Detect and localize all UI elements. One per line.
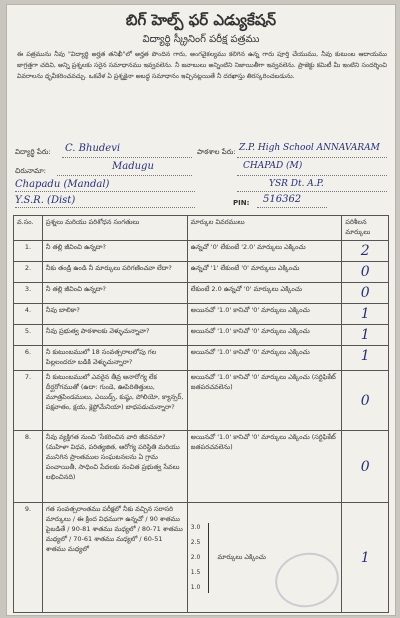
row-mark: 0	[342, 283, 389, 304]
pin-label: PIN:	[233, 199, 250, 207]
row-criteria: మార్కులు ఎక్కించు	[217, 552, 266, 561]
col-header-criteria: మార్కుల వివరములు	[187, 216, 342, 241]
row-number: 6.	[14, 346, 43, 371]
row-number: 7.	[14, 371, 43, 431]
row-number: 2.	[14, 262, 43, 283]
table-row	[14, 346, 389, 371]
address-label: చిరునామా:	[15, 167, 47, 175]
row-criteria: లేకుంటే 2.0 ఉన్నచో '0' మార్కులు ఎక్కించు	[187, 283, 342, 304]
row-question: నీ కుటుంబములో 18 సంవత్సరాలలోపు గల పిల్లలందరూ బడికి వెళ్ళుచున్నారా?	[42, 346, 187, 371]
pin-underline	[257, 207, 327, 208]
page-title: బిగ్ హెల్ప్ ఫర్ ఎడ్యుకేషన్	[125, 11, 277, 29]
row-mark: 1	[342, 325, 389, 346]
col-header-question: ప్రశ్నలు మరియు పరిశోధన సంగతులు	[42, 216, 187, 241]
mandal-underline	[237, 175, 387, 176]
row-criteria: ఉన్నచో '0' లేకుంటే '2.0' మార్కులు ఎక్కించు	[187, 241, 342, 262]
row-criteria: అయినచో '1.0' కానిచో '0' మార్కులు ఎక్కించు	[187, 346, 342, 371]
dist-value: Y.S.R. (Dist)	[15, 195, 76, 206]
dist-underline	[15, 207, 195, 208]
row-mark: 2	[342, 241, 389, 262]
school-label: పాఠశాల పేరు:	[197, 148, 236, 156]
row-question: నీ తల్లి జీవించి ఉన్నదా?	[42, 283, 187, 304]
school-underline	[237, 157, 387, 158]
row-number: 1.	[14, 241, 43, 262]
district-underline	[237, 191, 387, 192]
table-row	[14, 371, 389, 431]
row-number: 4.	[14, 304, 43, 325]
row-criteria: అయినచో '1.0' కానిచో '0' మార్కులు ఎక్కించు (సర్టిఫికేట్ జతపరచవలెను)	[187, 431, 342, 503]
row-criteria: అయినచో '1.0' కానిచో '0' మార్కులు ఎక్కించు (సర్టిఫికేట్ జతపరచవలెను)	[187, 371, 342, 431]
row-mark: 1	[342, 503, 389, 613]
row-question: నీకు తండ్రి ఉండి నీ మార్కులు పరిగణించవా లేదా?	[42, 262, 187, 283]
table-row	[14, 431, 389, 503]
village-underline	[57, 175, 192, 176]
row-number: 8.	[14, 431, 43, 503]
row-question: నీవు ప్రభుత్వ పాఠశాలకు వెళ్ళుచున్నావా?	[42, 325, 187, 346]
questions-table	[13, 215, 389, 613]
scale-value: 3.0	[190, 524, 201, 531]
table-row	[14, 304, 389, 325]
row-question: గత సంవత్సరాంతము పరీక్షలో నీకు వచ్చిన సరాసరి మార్కులు / ఈ క్రింద విధముగా ఉన్నచో / 90 శాతము పైబడితే / 90-81 శాతము మధ్యలో / 80-71 శాతము మధ్యలో / 70-61 శాతము మధ్యలో / 60-51 శాతము మధ్యలో	[42, 503, 187, 613]
district-value: YSR Dt. A.P.	[269, 179, 324, 189]
row-question: నీవు వ్యక్తిగత నుంచి 'సేకరించిన వారి జీవనమా? (మహిళా విధవ, పరిత్యజిత, ఆరోగ్య పరిస్థితి మరియు మునిగిన ప్రాంతముల సంఘటనలను ఏ గ్రామ పంచాయితీ, సాధించి పేదలకు నంచిత ప్రభుత్వ సేవలు లభించినది)	[42, 431, 187, 503]
col-header-number: వ.సం.	[14, 216, 43, 241]
row-criteria: ఉన్నచో '1' లేకుంటే '0' మార్కులు ఎక్కించు	[187, 262, 342, 283]
scale-value: 2.0	[190, 554, 201, 561]
name-label: విద్యార్థి పేరు:	[15, 148, 51, 156]
row-mark: 1	[342, 346, 389, 371]
table-header-row	[14, 216, 389, 241]
name-value: C. Bhudevi	[65, 143, 121, 154]
row-criteria: అయినచో '1.0' కానిచో '0' మార్కులు ఎక్కించు	[187, 325, 342, 346]
row-mark: 0	[342, 262, 389, 283]
score-scale	[191, 520, 201, 595]
mandal-label-value: CHAPAD (M)	[243, 161, 303, 171]
village-value: Madugu	[112, 161, 154, 172]
row-number: 3.	[14, 283, 43, 304]
scale-value: 1.0	[190, 584, 201, 591]
school-value: Z.P. High School ANNAVARAM	[239, 143, 380, 153]
table-row	[14, 283, 389, 304]
mandal-value-underline	[15, 191, 195, 192]
row-number: 9.	[14, 503, 43, 613]
page-subtitle: విద్యార్థి స్క్రీనింగ్ పరీక్ష పత్రము	[142, 34, 260, 45]
row-mark: 1	[342, 304, 389, 325]
row-question: నీ తల్లి జీవించి ఉన్నదా?	[42, 241, 187, 262]
scale-brace	[208, 523, 209, 593]
row-question: నీవు బాలికా?	[42, 304, 187, 325]
row-criteria: అయినచో '1.0' కానిచో '0' మార్కులు ఎక్కించు	[187, 304, 342, 325]
name-underline	[62, 157, 192, 158]
col-header-marks: పరిశీలన మార్కులు	[342, 216, 389, 241]
screening-form-page	[6, 4, 396, 616]
row-number: 5.	[14, 325, 43, 346]
row-question: నీ కుటుంబములో ఎవరైన తీవ్ర అనారోగ్య లేక దీర్ఘరోగముతో (ఉదా: గుండె, ఊపిరితిత్తులు, మూత్రపిండములు, ఎయిడ్స్, కుష్ఠు, పోలియో, క్యాన్సర్, పక్షవాతం, క్షయ, క్లెప్టోమేనియా) బాధపడుచున్నారా?	[42, 371, 187, 431]
intro-paragraph: ఈ పత్రమును నీవు "విద్యార్థి అర్హత తనిఖీ"లో అర్హత పొందిన గారు, అంగవైకల్యము కలిగిన ఉన్న గారు పూర్తి చేయుము, నీవు కుటుంబ ఆదాయము జాగ్రత్తగా చదివి, అన్ని ప్రశ్నలకు సరైన సమాధానము ఇవ్వవలెను. నీ జవాబులు అన్నింటిని నిజాయితీగా ఇవ్వవలెను. ప్రాజెక్టు కమిటీ మీ ఇంటిని సందర్శించి వివరాలను ధృవీకరించవచ్చు. ఒకవేళ ఏ ప్రశ్నకైనా అబద్ధ సమాధానం ఇచ్చినట్లయితే నీ దరఖాస్తు తిరస్కరించబడును.	[17, 51, 387, 80]
table-row	[14, 503, 389, 613]
row-mark: 0	[342, 371, 389, 431]
scale-value: 2.5	[190, 539, 201, 546]
table-row	[14, 325, 389, 346]
mandal-value: Chapadu (Mandal)	[15, 179, 110, 190]
pin-value: 516362	[263, 194, 302, 205]
table-row	[14, 241, 389, 262]
table-row	[14, 262, 389, 283]
scale-value: 1.5	[190, 569, 201, 576]
row-mark: 0	[342, 431, 389, 503]
